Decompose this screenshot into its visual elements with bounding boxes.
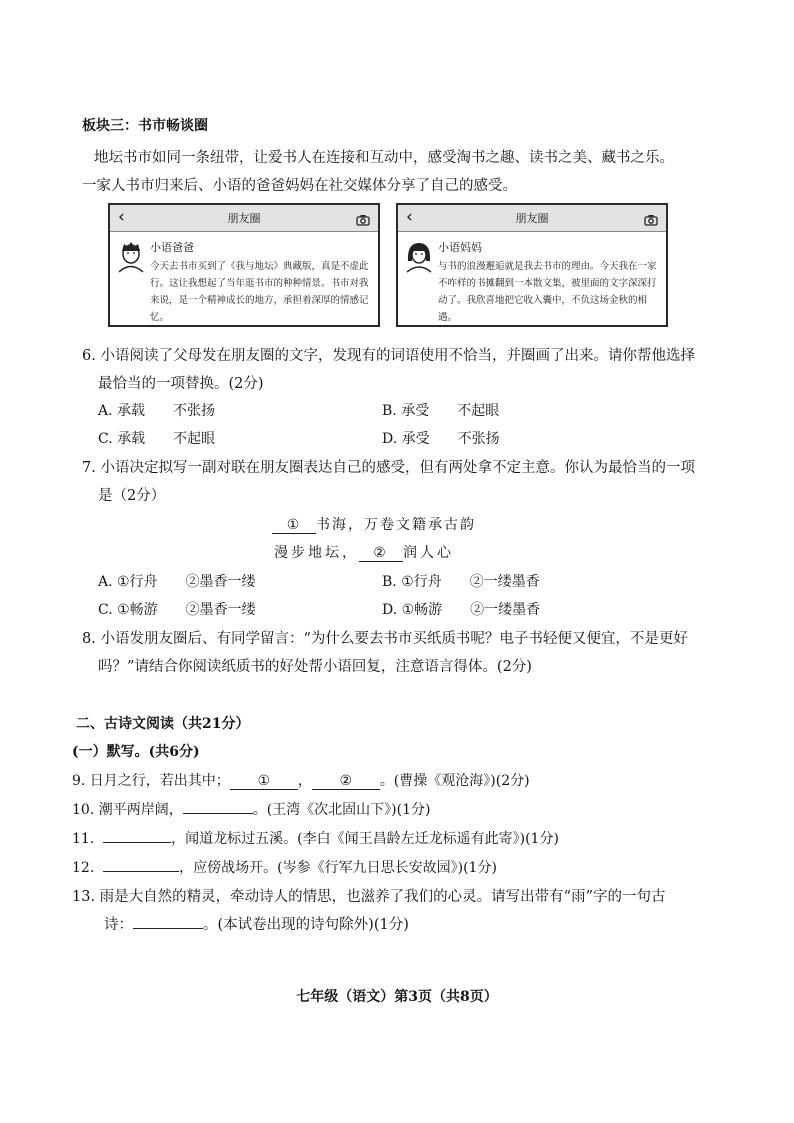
part2-subheading: (一）默写。(共6分) xyxy=(72,744,200,760)
q9-blank-2[interactable]: ② xyxy=(312,773,380,790)
q8-line-2: 吗？”请结合你阅读纸质书的好处帮小语回复，注意语言得体。(2分) xyxy=(98,659,532,675)
couplet-line-2-end: 润人心 xyxy=(403,545,454,561)
q6-line-1: 6. 小语阅读了父母发在朋友圈的文字，发现有的词语使用不恰当，并圈画了出来。请你帮他选择 xyxy=(82,348,695,364)
couplet-blank-1: ① xyxy=(272,517,316,534)
q7-line-2: 是（2分） xyxy=(98,488,166,504)
back-arrow-icon[interactable]: ‹ xyxy=(118,207,125,227)
post-text-mom: 与书的浪漫邂逅就是我去书市的理由。今天我在一家不咋样的书摊翻到一本散文集，被里面的文字深深打动了。我欣喜地把它收入囊中，不负这场金秋的相遇。 xyxy=(438,261,657,323)
q10-suffix: 。(王湾《次北固山下》)(1分) xyxy=(252,802,431,818)
card-header xyxy=(110,205,378,232)
q13-prefix: 诗： xyxy=(104,917,133,933)
couplet-line-1-text: 书海，万卷文籍承古韵 xyxy=(316,517,476,533)
q11-blank[interactable] xyxy=(103,842,171,843)
q13-blank[interactable] xyxy=(133,928,203,929)
q9-prefix: 9. 日月之行，若出其中； xyxy=(72,773,230,789)
q13-suffix: 。(本试卷出现的诗句除外)(1分) xyxy=(203,917,409,933)
q6-option-d: D. 承受 不张扬 xyxy=(382,431,500,447)
q6-option-b: B. 承受 不起眼 xyxy=(382,403,500,419)
mom-avatar xyxy=(404,239,434,277)
post-text-dad: 今天去书市买到了《我与地坛》典藏版，真是不虚此行。这让我想起了当年逛书市的种种情景。书市对我来说，是一个精神成长的地方，承担着深厚的情感记忆。 xyxy=(150,261,369,323)
q11 xyxy=(72,828,559,848)
card-header xyxy=(398,205,666,232)
back-arrow-icon[interactable]: ‹ xyxy=(406,207,413,227)
q7-option-d: D. ①畅游 ②一缕墨香 xyxy=(382,602,541,618)
q7-option-b: B. ①行舟 ②一缕墨香 xyxy=(382,574,540,590)
q10-blank[interactable] xyxy=(183,813,253,814)
couplet-line-1 xyxy=(272,514,476,534)
q7-option-c: C. ①畅游 ②墨香一缕 xyxy=(98,602,256,618)
q7-line-1: 7. 小语决定拟写一副对联在朋友圈表达自己的感受，但有两处拿不定主意。你认为最恰当的一项 xyxy=(82,460,695,476)
q7-option-a: A. ①行舟 ②墨香一缕 xyxy=(98,574,256,590)
q11-number: 11. xyxy=(72,831,95,847)
q12-number: 12. xyxy=(72,860,95,876)
q9-separator: ， xyxy=(297,773,312,789)
section-heading: 板块三：书市畅谈圈 xyxy=(82,118,208,134)
moments-card-mom xyxy=(396,203,668,327)
q12-blank[interactable] xyxy=(103,871,179,872)
q6-option-a: A. 承载 不张扬 xyxy=(98,403,216,419)
q6-line-2: 最恰当的一项替换。(2分) xyxy=(98,376,264,392)
username-mom: 小语妈妈 xyxy=(438,241,482,254)
q8-line-1: 8. 小语发朋友圈后、有同学留言：“为什么要去书市买纸质书呢？电子书轻便又便宜，不是更好 xyxy=(82,631,688,647)
part2-heading: 二、古诗文阅读（共21分） xyxy=(76,716,250,732)
intro-line-1: 地坛书市如同一条纽带，让爱书人在连接和互动中，感受淘书之趣、读书之美、藏书之乐。 xyxy=(94,150,674,166)
camera-icon[interactable] xyxy=(356,211,370,230)
q9-blank-1[interactable]: ① xyxy=(230,773,298,790)
username-dad: 小语爸爸 xyxy=(150,241,194,254)
dad-avatar xyxy=(116,239,146,277)
couplet-line-2-text: 漫步地坛， xyxy=(274,545,359,561)
page-footer: 七年级（语文）第3页（共8页） xyxy=(296,989,498,1005)
q9-suffix: 。(曹操《观沧海》)(2分) xyxy=(379,773,530,789)
q9 xyxy=(72,770,530,790)
q11-suffix: ，闻道龙标过五溪。(李白《闻王昌龄左迁龙标遥有此寄》)(1分) xyxy=(171,831,559,847)
q12-suffix: ，应傍战场开。(岑参《行军九日思长安故园》)(1分) xyxy=(179,860,497,876)
couplet-blank-2: ② xyxy=(359,545,403,562)
card-header-title: 朋友圈 xyxy=(515,212,549,225)
moments-card-dad xyxy=(108,203,380,327)
card-header-title: 朋友圈 xyxy=(227,212,261,225)
q6-option-c: C. 承载 不起眼 xyxy=(98,431,216,447)
q10-prefix: 10. 潮平两岸阔， xyxy=(72,802,183,818)
q13-line-1: 13. 雨是大自然的精灵，牵动诗人的情思，也滋养了我们的心灵。请写出带有“雨”字的一句古 xyxy=(72,889,666,905)
intro-line-2: 一家人书市归来后、小语的爸爸妈妈在社交媒体分享了自己的感受。 xyxy=(82,178,517,194)
camera-icon[interactable] xyxy=(644,211,658,230)
couplet-line-2 xyxy=(274,542,454,562)
q13-line-2 xyxy=(104,913,409,934)
q10 xyxy=(72,799,430,819)
q12 xyxy=(72,857,497,877)
